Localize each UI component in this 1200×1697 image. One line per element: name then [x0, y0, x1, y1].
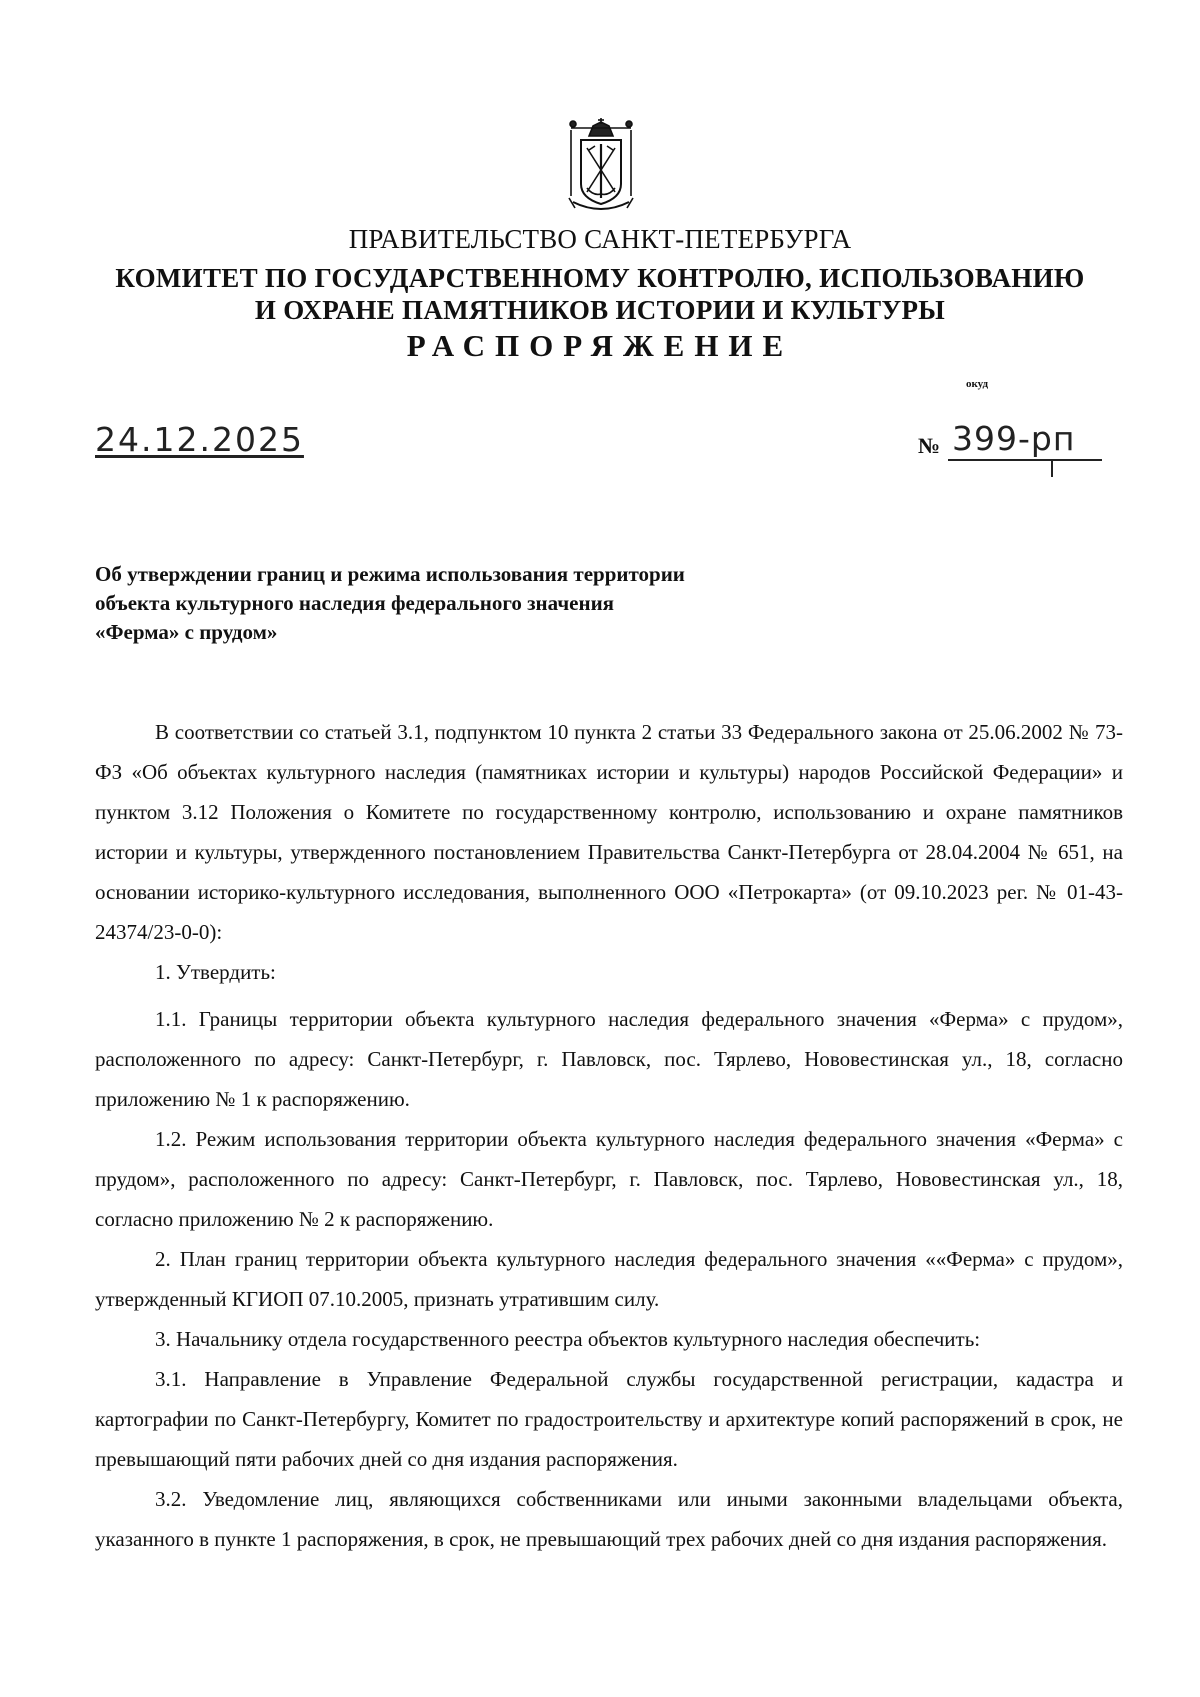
- committee-name: [0, 262, 1200, 326]
- number-value: 399-рп: [952, 419, 1076, 458]
- committee-name-line-2: И ОХРАНЕ ПАМЯТНИКОВ ИСТОРИИ И КУЛЬТУРЫ: [254, 295, 946, 325]
- item-3: 3. Начальнику отдела государственного реестра объектов культурного наследия обеспечить:: [155, 1327, 981, 1351]
- coat-of-arms-icon: [565, 118, 637, 216]
- item-3-2: 3.2. Уведомление лиц, являющихся собственниками или иными законными владельцами объекта, указанного в пункте 1 распоряжения, в срок, не превышающий трех рабочих дней со дня издания распоряжения.: [95, 1487, 1123, 1551]
- number-underline-tick: [1051, 459, 1053, 477]
- subject-line-2: объекта культурного наследия федерального значения: [95, 591, 615, 615]
- number-sign: №: [918, 433, 941, 458]
- item-1: 1. Утвердить:: [155, 960, 276, 984]
- preamble-paragraph: В соответствии со статьей 3.1, подпунктом 10 пункта 2 статьи 33 Федерального закона от 25.06.2002 № 73-ФЗ «Об объектах культурного наследия (памятниках истории и культуры) народов Российской Федерации» и пунктом 3.12 Положения о Комитете по государственному контролю, использованию и охране памятников истории и культуры, утвержденного постановлением Правительства Санкт-Петербурга от 28.04.2004 № 651, на основании историко-культурного исследования, выполненного ООО «Петрокарта» (от 09.10.2023 рег. № 01-43-24374/23-0-0):: [95, 720, 1123, 944]
- item-1-2: 1.2. Режим использования территории объекта культурного наследия федерального значения «Ферма» с прудом», расположенного по адресу: Санкт-Петербург, г. Павловск, пос. Тярлево, Нововестинская ул., 18, согласно приложению № 2 к распоряжению.: [95, 1127, 1123, 1231]
- document-date: 24.12.2025: [95, 420, 304, 459]
- committee-name-line-1: КОМИТЕТ ПО ГОСУДАРСТВЕННОМУ КОНТРОЛЮ, ИСПОЛЬЗОВАНИЮ: [115, 263, 1085, 293]
- item-1-1: 1.1. Границы территории объекта культурного наследия федерального значения «Ферма» с прудом», расположенного по адресу: Санкт-Петербург, г. Павловск, пос. Тярлево, Нововестинская ул., 18, согласно приложению № 1 к распоряжению.: [95, 1007, 1123, 1111]
- document-body: [95, 712, 1123, 1559]
- subject-line-3: «Ферма» с прудом»: [95, 620, 278, 644]
- document-subject: [95, 560, 895, 647]
- government-name: ПРАВИТЕЛЬСТВО САНКТ-ПЕТЕРБУРГА: [348, 224, 852, 254]
- item-2: 2. План границ территории объекта культурного наследия федерального значения ««Ферма» с прудом», утвержденный КГИОП 07.10.2005, признать утратившим силу.: [95, 1247, 1123, 1311]
- document-number: [918, 419, 1103, 477]
- subject-line-1: Об утверждении границ и режима использования территории: [95, 562, 685, 586]
- okud-label: окуд: [966, 378, 989, 390]
- number-underline: [948, 459, 1102, 461]
- item-3-1: 3.1. Направление в Управление Федеральной службы государственной регистрации, кадастра и картографии по Санкт-Петербургу, Комитет по градостроительству и архитектуре копий распоряжений в срок, не превышающий пяти рабочих дней со дня издания распоряжения.: [95, 1367, 1123, 1471]
- document-type: РАСПОРЯЖЕНИЕ: [406, 328, 794, 363]
